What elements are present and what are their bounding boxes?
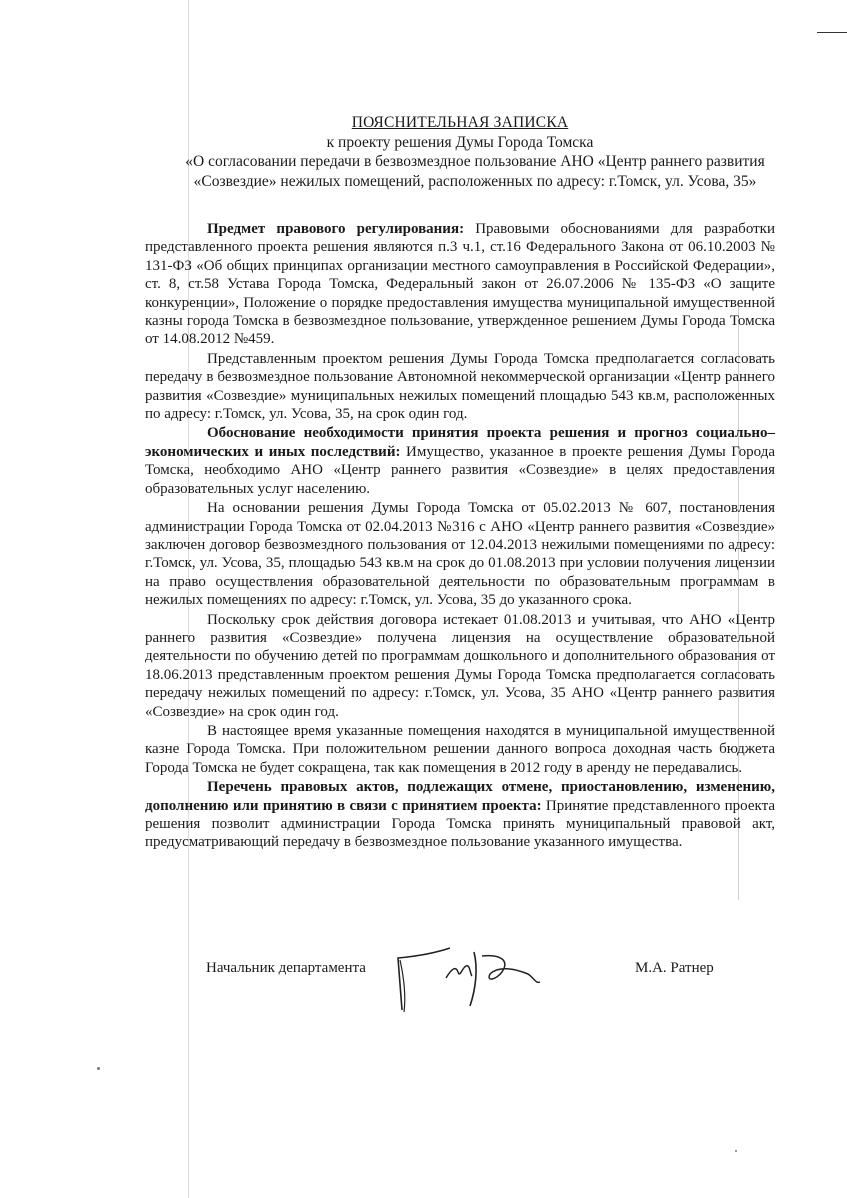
scan-speck [735, 1150, 737, 1152]
corner-mark [817, 32, 847, 33]
document-body [145, 220, 775, 853]
paragraph [145, 611, 775, 721]
signatory-position: Начальник департамента [206, 960, 366, 976]
paragraph-lead: Предмет правового регулирования: [207, 221, 465, 237]
paragraph [145, 499, 775, 609]
paragraph-text: В настоящее время указанные помещения находятся в муниципальной имущественной казне Города Томска. При положительном решении данного вопроса доходная часть бюджета Города Томска не будет сокращена, так как помещения в 2012 году в аренду не передавались. [145, 722, 775, 776]
paragraph-text: Имущество, указанное в проекте решения Думы Города Томска, необходимо АНО «Центр раннего развития «Созвездие» в целях предоставления образовательных услуг населению. [145, 443, 776, 497]
paragraph [145, 424, 775, 498]
paragraph [145, 778, 775, 852]
paragraph-text: Правовыми обоснованиями для разработки представленного проекта решения являются п.3 ч.1, ст.16 Федерального Закона от 06.10.2003 № 131-ФЗ «Об общих принципах организации местного самоуправления в Российской Федерации», ст. 8, ст.58 Устава Города Томска, Федеральный закон от 26.07.2006 № 135-ФЗ «О защите конкуренции», Положение о порядке предоставления имущества муниципальной имущественной казны города Томска в безвозмездное пользование, утвержденное решением Думы Города Томска от 14.08.2012 №459. [145, 221, 775, 348]
paragraph-text: Представленным проектом решения Думы Города Томска предполагается согласовать передачу в безвозмездное пользование Автономной некоммерческой организации «Центр раннего развития «Созвездие» муниципальных нежилых помещений площадью 543 кв.м, расположенных по адресу: г.Томск, ул. Усова, 35, на срок один год. [145, 350, 775, 423]
scan-speck [97, 1067, 100, 1070]
handwritten-signature [390, 938, 550, 1018]
paragraph [145, 220, 775, 349]
document-title: ПОЯСНИТЕЛЬНАЯ ЗАПИСКА [351, 114, 569, 131]
paragraph-lead: Перечень правовых актов, подлежащих отмене, приостановлению, изменению, дополнению или принятию в связи с принятием проекта: [145, 779, 775, 814]
paragraph-lead: Обоснование необходимости принятия проекта решения и прогноз социально–экономических и иных последствий: [145, 425, 775, 460]
document-subtitle: к проекту решения Думы Города Томска [326, 134, 594, 151]
signatory-name: М.А. Ратнер [635, 960, 714, 976]
paragraph-text: Принятие представленного проекта решения позволит администрации Города Томска принять муниципальный правовой акт, предусматривающий передачу в безвозмездное пользование указанного имущества. [145, 797, 776, 851]
paragraph-text: Поскольку срок действия договора истекает 01.08.2013 и учитывая, что АНО «Центр раннего развития «Созвездие» получена лицензия на осуществление образовательной деятельности по обучению детей по программам дошкольного и дополнительного образования от 18.06.2013 представленным проектом решения Думы Города Томска предполагается согласовать передачу нежилых помещений по адресу: г.Томск, ул. Усова, 35 АНО «Центр раннего развития «Созвездие» на срок один год. [145, 611, 775, 720]
paragraph [145, 722, 775, 777]
paragraph [145, 350, 775, 424]
paragraph-text: На основании решения Думы Города Томска от 05.02.2013 № 607, постановления администрации Города Томска от 02.04.2013 №316 с АНО «Центр раннего развития «Созвездие» заключен договор безвозмездного пользования от 12.04.2013 нежилыми помещениями по адресу: г.Томск, ул. Усова, 35, площадью 543 кв.м на срок до 01.08.2013 при условии получения лицензии на право осуществления образовательной деятельности по образовательным программам в нежилых помещениях по адресу: г.Томск, ул. Усова, 35 до указанного срока. [145, 500, 775, 609]
document-topic: «О согласовании передачи в безвозмездное пользование АНО «Центр раннего развития «Созвездие» нежилых помещений, расположенных по адресу: г.Томск, ул. Усова, 35» [185, 153, 765, 190]
